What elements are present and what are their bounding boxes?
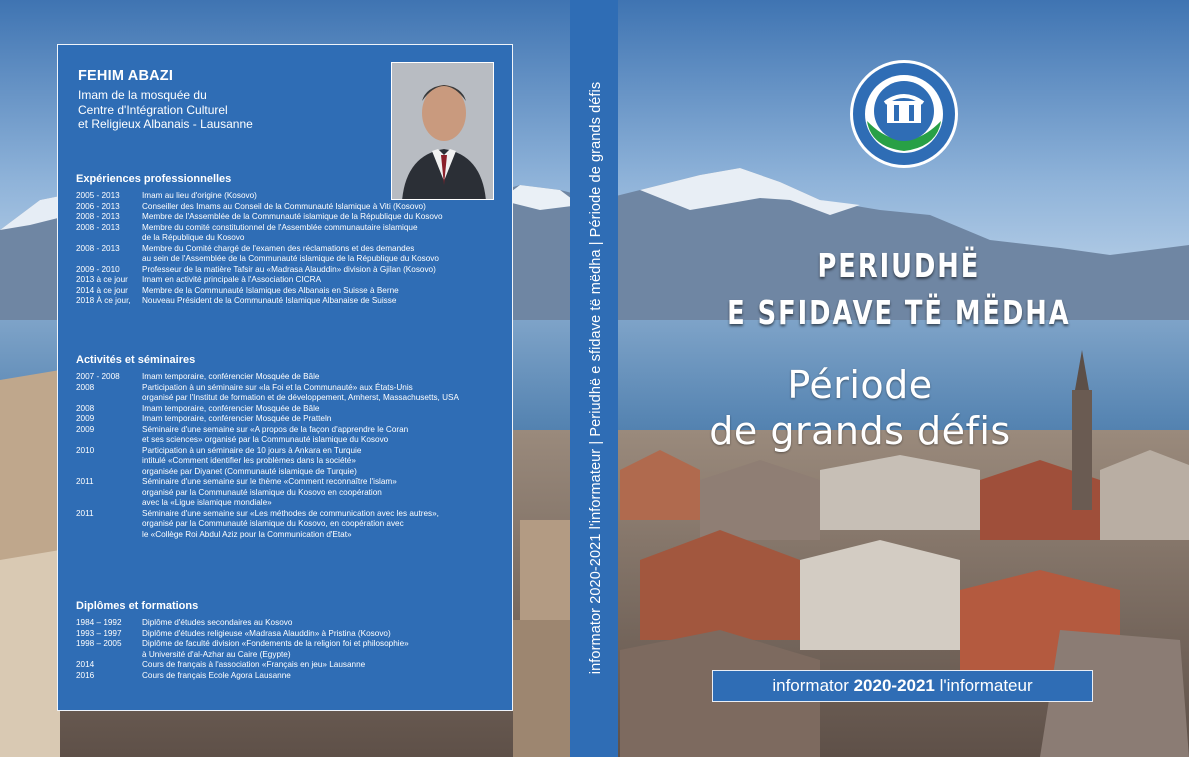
- emblem-logo: [849, 59, 959, 169]
- entry-years: 2009: [76, 424, 95, 434]
- entry-years: 2008 - 2013: [76, 212, 120, 221]
- entry-text: Imam en activité principale à l'Association CICRA: [142, 275, 322, 284]
- entry-years: 2014: [76, 660, 95, 669]
- entry-row: [76, 372, 506, 383]
- entry-text: Participation à un séminaire de 10 jours à Ankara en Turquie intitulé «Comment identifier les problèmes dans la société» organisée par Diyanet (Communauté islamique de Turquie): [142, 445, 362, 476]
- entry-years: 1984 – 1992: [76, 618, 122, 627]
- entry-row: [76, 265, 506, 276]
- entry-years: 2011: [76, 508, 94, 518]
- entry-row: [76, 509, 506, 541]
- entry-years: 2006 - 2013: [76, 201, 120, 211]
- entry-years: 2010: [76, 445, 95, 455]
- entry-row: [76, 296, 506, 307]
- role-line: Imam de la mosquée du: [78, 88, 207, 102]
- biography-panel: [57, 44, 513, 711]
- entry-row: [76, 639, 506, 660]
- entry-row: [76, 383, 506, 404]
- entry-row: [76, 212, 506, 223]
- entry-row: [76, 244, 506, 265]
- entry-row: [76, 223, 506, 244]
- entry-text: Séminaire d'une semaine sur «A propos de la façon d'apprendre le Coran et ses sciences» organisé par la Communauté islamique du Kosovo: [142, 424, 409, 444]
- edition-badge: [712, 670, 1093, 702]
- spine-text: informator 2020-2021 l'informateur | Periudhë e sfidave të mëdha | Période de grands défis: [588, 81, 604, 675]
- portrait-photo: [391, 62, 494, 200]
- entry-row: [76, 202, 506, 213]
- entry-text: Professeur de la matière Tafsir au «Madrasa Alauddin» division à Gjilan (Kosovo): [142, 264, 436, 274]
- entry-row: [76, 477, 506, 509]
- role-line: et Religieux Albanais - Lausanne: [78, 117, 253, 131]
- author-name: FEHIM ABAZI: [78, 68, 174, 84]
- entry-years: 1998 – 2005: [76, 639, 122, 648]
- entry-row: [76, 191, 506, 202]
- entry-text: Nouveau Président de la Communauté Islamique Albanaise de Suisse: [142, 296, 397, 305]
- entry-text: Participation à un séminaire sur «la Foi et la Communauté» aux États-Unis organisé par l'Institut de formation et de développement, Amherst, Massachusetts, USA: [142, 382, 459, 402]
- entry-years: 2018 À ce jour,: [76, 296, 131, 305]
- entry-text: Diplôme d'études secondaires au Kosovo: [142, 618, 293, 627]
- entry-years: 2008: [76, 382, 95, 392]
- title-french-line: Période: [787, 363, 933, 407]
- badge-post: l'informateur: [934, 676, 1033, 695]
- entry-years: 2007 - 2008: [76, 372, 120, 381]
- entry-years: 2008: [76, 403, 95, 413]
- title-french-line: de grands défis: [709, 409, 1011, 453]
- entry-text: Diplôme d'études religieuse «Madrasa Alauddin» à Pristina (Kosovo): [142, 628, 391, 638]
- entry-years: 1993 – 1997: [76, 628, 122, 638]
- entry-row: [76, 275, 506, 286]
- section-title-experience: Expériences professionnelles: [76, 173, 232, 185]
- entry-row: [76, 446, 506, 478]
- entry-row: [76, 404, 506, 415]
- entry-row: [76, 414, 506, 425]
- entry-row: [76, 618, 506, 629]
- badge-pre: informator: [772, 676, 854, 695]
- section-title-diplomas: Diplômes et formations: [76, 600, 199, 612]
- entry-text: Imam temporaire, conférencier Mosquée de Bâle: [142, 372, 320, 381]
- entry-text: Membre de la Communauté Islamique des Albanais en Suisse à Berne: [142, 285, 399, 295]
- entry-text: Membre du comité constitutionnel de l'Assemblée communautaire islamique de la République du Kosovo: [142, 222, 418, 242]
- entry-text: Imam temporaire, conférencier Mosquée de Pratteln: [142, 414, 332, 423]
- entry-row: [76, 425, 506, 446]
- entry-years: 2009: [76, 414, 95, 423]
- entry-text: Cours de français Ecole Agora Lausanne: [142, 670, 291, 680]
- entry-text: Membre du Comité chargé de l'examen des réclamations et des demandes au sein de l'Assemblée de la Communauté islamique de la République du Kosovo: [142, 243, 439, 263]
- entry-text: Séminaire d'une semaine sur le thème «Comment reconnaître l'islam» organisé par la Communauté islamique du Kosovo en coopération avec la «Ligue islamique mondiale»: [142, 477, 397, 507]
- section-title-activities: Activités et séminaires: [76, 354, 196, 366]
- entry-years: 2005 - 2013: [76, 191, 120, 200]
- title-french: [700, 362, 1020, 454]
- entry-years: 2008 - 2013: [76, 243, 120, 253]
- diplomas-list: [76, 618, 506, 681]
- entry-years: 2013 à ce jour: [76, 275, 128, 284]
- title-albanian-line: PERIUDHË: [817, 246, 981, 285]
- entry-text: Membre de l'Assemblée de la Communauté islamique de la République du Kosovo: [142, 212, 443, 221]
- title-albanian: [700, 242, 1098, 336]
- entry-row: [76, 660, 506, 671]
- entry-text: Diplôme de faculté division «Fondements de la religion foi et philosophie» à Université d'al-Azhar au Caire (Egypte): [142, 639, 409, 659]
- entry-row: [76, 629, 506, 640]
- entry-years: 2008 - 2013: [76, 222, 120, 232]
- entry-text: Imam temporaire, conférencier Mosquée de Bâle: [142, 403, 320, 413]
- role-line: Centre d'Intégration Culturel: [78, 102, 228, 117]
- entry-text: Cours de français à l'association «Français en jeu» Lausanne: [142, 660, 366, 669]
- entry-years: 2009 - 2010: [76, 264, 120, 274]
- entry-years: 2014 à ce jour: [76, 285, 128, 295]
- entry-row: [76, 671, 506, 682]
- entry-text: Imam au lieu d'origine (Kosovo): [142, 191, 257, 200]
- entry-text: Conseiller des Imams au Conseil de la Communauté Islamique à Viti (Kosovo): [142, 201, 426, 211]
- activities-list: [76, 372, 506, 540]
- badge-year: 2020-2021: [853, 676, 935, 695]
- entry-years: 2011: [76, 477, 94, 486]
- title-albanian-line: E SFIDAVE TË MËDHA: [727, 293, 1071, 332]
- author-role: [78, 88, 338, 132]
- entry-years: 2016: [76, 670, 95, 680]
- experience-list: [76, 191, 506, 307]
- entry-row: [76, 286, 506, 297]
- entry-text: Séminaire d'une semaine sur «Les méthodes de communication avec les autres», organisé par la Communauté islamique du Kosovo, en coopération avec le «Collège Roi Abdul Aziz pour la Communication d'Etat»: [142, 508, 439, 539]
